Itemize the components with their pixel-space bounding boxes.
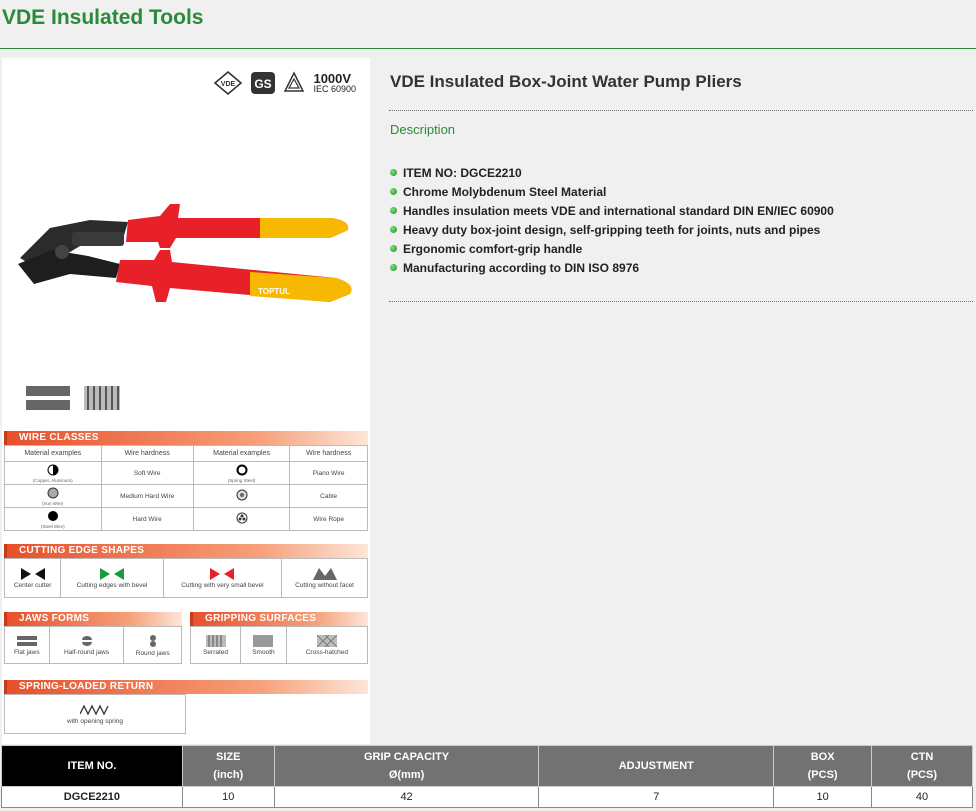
wire-header: Material examples [193,446,290,462]
gs-mark-icon [249,70,277,96]
feature-item: Heavy duty box-joint design, self-gripping teeth for joints, nuts and pipes [390,220,834,239]
col-size: SIZE (inch) [182,746,274,787]
bullet-dot-icon [390,169,397,176]
feature-item: Manufacturing according to DIN ISO 8976 [390,258,834,277]
product-image-panel [2,58,370,744]
gripping-surfaces-section [190,612,368,664]
cell-ctn: 40 [872,787,973,808]
feature-list [390,163,834,277]
jaws-forms-title: JAWS FORMS [4,612,182,626]
feature-item: ITEM NO: DGCE2210 [390,163,834,182]
jaw-type-icons [26,384,122,417]
pliers-photo [10,198,355,308]
cutting-edge-table [4,558,368,598]
svg-text:GS: GS [254,77,273,91]
cell-grip: 42 [274,787,539,808]
round-jaws-icon [148,634,158,650]
wire-header: Material examples [5,446,102,462]
certification-marks [213,70,356,96]
bullet-dot-icon [390,226,397,233]
spring-return-table: with opening spring [4,694,186,734]
half-round-jaws-icon [80,635,94,649]
gripping-surfaces-table: Serrated Smooth Cross-hatched [190,626,368,664]
bullet-dot-icon [390,264,397,271]
dotted-divider [389,110,973,111]
center-cutter-icon [21,568,45,582]
cable-icon [236,489,248,503]
cutting-edge-row: Center cutter Cutting edges with bevel Cutting with very small bevel Cutting without facet [5,559,368,598]
cell-box: 10 [774,787,872,808]
description-heading: Description [390,122,456,137]
bullet-dot-icon [390,245,397,252]
feature-item: Ergonomic comfort-grip handle [390,239,834,258]
cross-hatched-icon [317,635,337,649]
double-triangle-icon [283,71,305,95]
small-bevel-icon [210,568,234,582]
cell-item-no: DGCE2210 [2,787,183,808]
serrated-surface-icon [82,384,122,417]
voltage-rating [313,72,356,94]
col-ctn: CTN (PCS) [872,746,973,787]
wire-header: Wire hardness [101,446,193,462]
cutting-edge-title: CUTTING EDGE SHAPES [4,544,368,558]
page-title: VDE Insulated Tools [2,6,204,29]
svg-text:VDE: VDE [221,81,236,88]
spec-header-row [2,746,973,787]
spring-return-title: SPRING-LOADED RETURN [4,680,368,694]
product-name: VDE Insulated Box-Joint Water Pump Pliers [390,72,742,91]
serrated-icon [206,635,226,649]
cutting-edge-section [4,544,368,598]
wire-header: Wire hardness [290,446,368,462]
col-item-no: ITEM NO. [2,746,183,787]
brand-text: TOPTUL [258,287,290,296]
flat-jaw-icon [26,384,70,417]
half-circle-icon [47,464,59,478]
jaws-forms-table: Flat jaws Half-round jaws Round jaws [4,626,182,664]
bullet-dot-icon [390,207,397,214]
wire-rope-icon [236,512,248,526]
spring-return-section [4,680,368,734]
title-divider [0,48,976,49]
feature-item: Chrome Molybdenum Steel Material [390,182,834,201]
wire-row: (Steel Wire) Hard Wire Wire Rope [5,508,368,531]
flat-jaws-icon [17,635,37,649]
smooth-icon [253,635,273,649]
wire-row: (Iron Wire) Medium Hard Wire Cable [5,485,368,508]
col-grip-capacity: GRIP CAPACITY Ø(mm) [274,746,539,787]
bullet-dot-icon [390,188,397,195]
voltage-standard: IEC 60900 [313,84,356,94]
no-facet-icon [313,568,337,582]
table-row [2,787,973,808]
spring-icon [80,704,110,718]
cell-adjustment: 7 [539,787,774,808]
wire-classes-table [4,445,368,531]
cell-size: 10 [182,787,274,808]
spec-table [1,745,973,808]
wire-row: (Copper, Aluminum) Soft Wire (Spring Steel) Piano Wire [5,462,368,485]
col-box: BOX (PCS) [774,746,872,787]
feature-item: Handles insulation meets VDE and international standard DIN EN/IEC 60900 [390,201,834,220]
vde-mark-icon [213,70,243,96]
wire-classes-title: WIRE CLASSES [4,431,368,445]
dotted-divider [389,301,973,302]
col-adjustment: ADJUSTMENT [539,746,774,787]
bevel-edge-icon [100,568,124,582]
hatched-circle-icon [47,487,59,501]
jaws-forms-section [4,612,182,664]
voltage-value: 1000V [313,71,352,86]
solid-circle-icon [47,510,59,524]
wire-classes-section [4,431,368,531]
ring-icon [236,464,248,478]
gripping-surfaces-title: GRIPPING SURFACES [190,612,368,626]
